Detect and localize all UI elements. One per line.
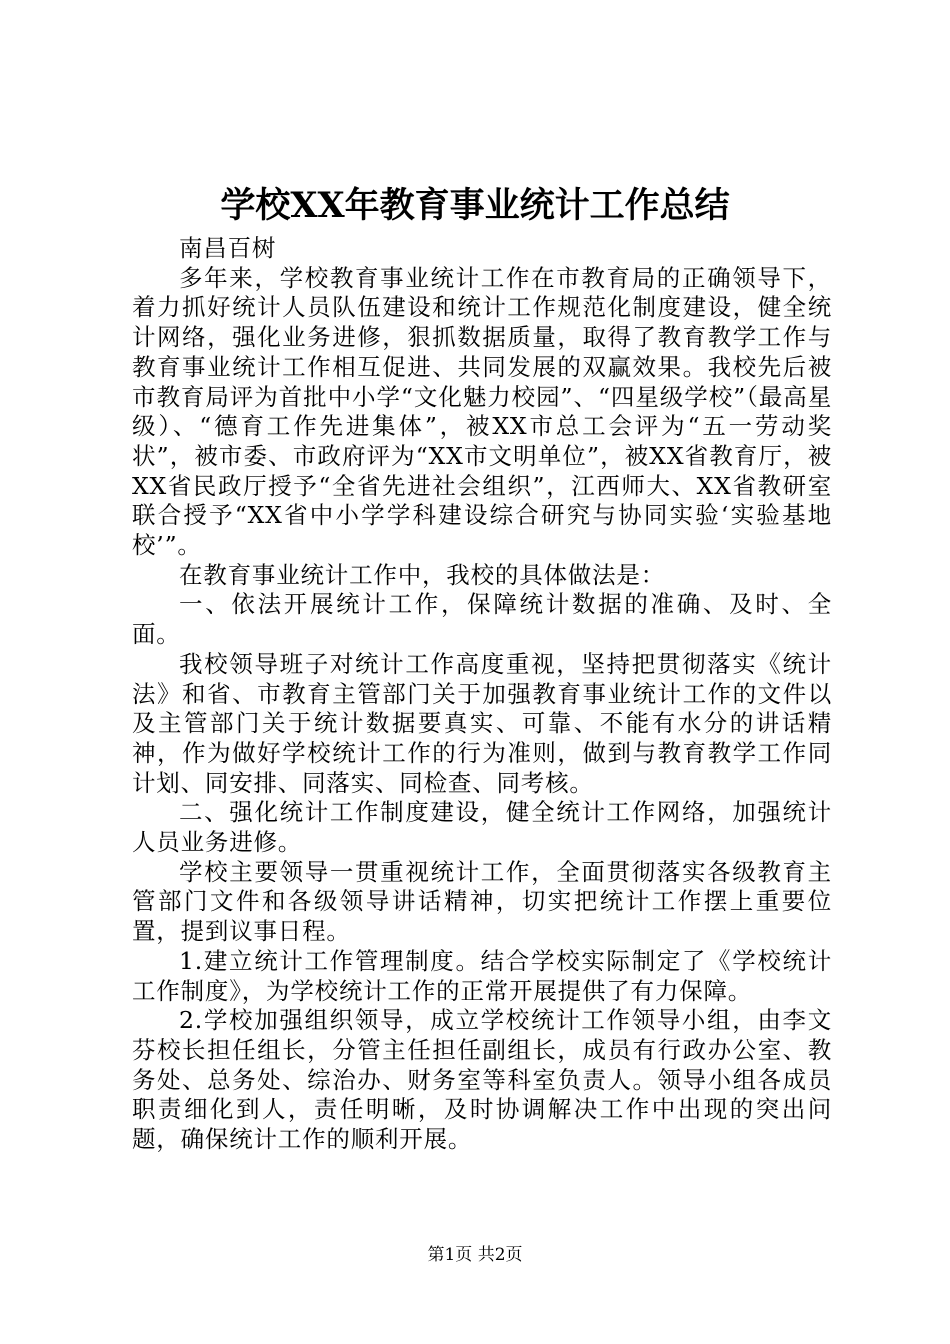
paragraph-section-1: 我校领导班子对统计工作高度重视，坚持把贯彻落实《统计法》和省、市教育主管部门关于加强教育事业统计工作的文件以及主管部门关于统计数据要真实、可靠、不能有水分的讲话精神，作为做好学校统计工作的行为准则，做到与教育教学工作同计划、同安排、同落实、同检查、同考核。 xyxy=(132,649,832,797)
paragraph-methods-lead: 在教育事业统计工作中，我校的具体做法是： xyxy=(179,560,665,589)
page-footer: 第1页 共2页 xyxy=(427,1245,523,1265)
document-title: 学校XX年教育事业统计工作总结 xyxy=(220,185,730,226)
paragraph-section-2: 学校主要领导一贯重视统计工作，全面贯彻落实各级教育主管部门文件和各级领导讲话精神，切实把统计工作摆上重要位置，提到议事日程。 xyxy=(132,857,832,946)
list-item-1: 1.建立统计工作管理制度。结合学校实际制定了《学校统计工作制度》，为学校统计工作的正常开展提供了有力保障。 xyxy=(132,946,832,1005)
list-item-2: 2.学校加强组织领导，成立学校统计工作领导小组，由李文芬校长担任组长，分管主任担任副组长，成员有行政办公室、教务处、总务处、综治办、财务室等科室负责人。领导小组各成员职责细化到人，责任明晰，及时协调解决工作中出现的突出问题，确保统计工作的顺利开展。 xyxy=(132,1006,832,1154)
document-body xyxy=(132,234,832,1155)
section-heading-2: 二、强化统计工作制度建设，健全统计工作网络，加强统计人员业务进修。 xyxy=(132,798,832,857)
section-heading-1: 一、依法开展统计工作，保障统计数据的准确、及时、全面。 xyxy=(132,590,832,649)
author-line: 南昌百树 xyxy=(179,234,277,262)
paragraph-intro: 多年来，学校教育事业统计工作在市教育局的正确领导下，着力抓好统计人员队伍建设和统计工作规范化制度建设，健全统计网络，强化业务进修，狠抓数据质量，取得了教育教学工作与教育事业统计工作相互促进、共同发展的双赢效果。我校先后被市教育局评为首批中小学“文化魅力校园”、“四星级学校”（最高星级）、“德育工作先进集体”，被XX市总工会评为“五一劳动奖状”，被市委、市政府评为“XX市文明单位”，被XX省教育厅，被XX省民政厅授予“全省先进社会组织”，江西师大、XX省教研室联合授予“XX省中小学学科建设综合研究与协同实验‘实验基地校’”。 xyxy=(132,263,832,560)
